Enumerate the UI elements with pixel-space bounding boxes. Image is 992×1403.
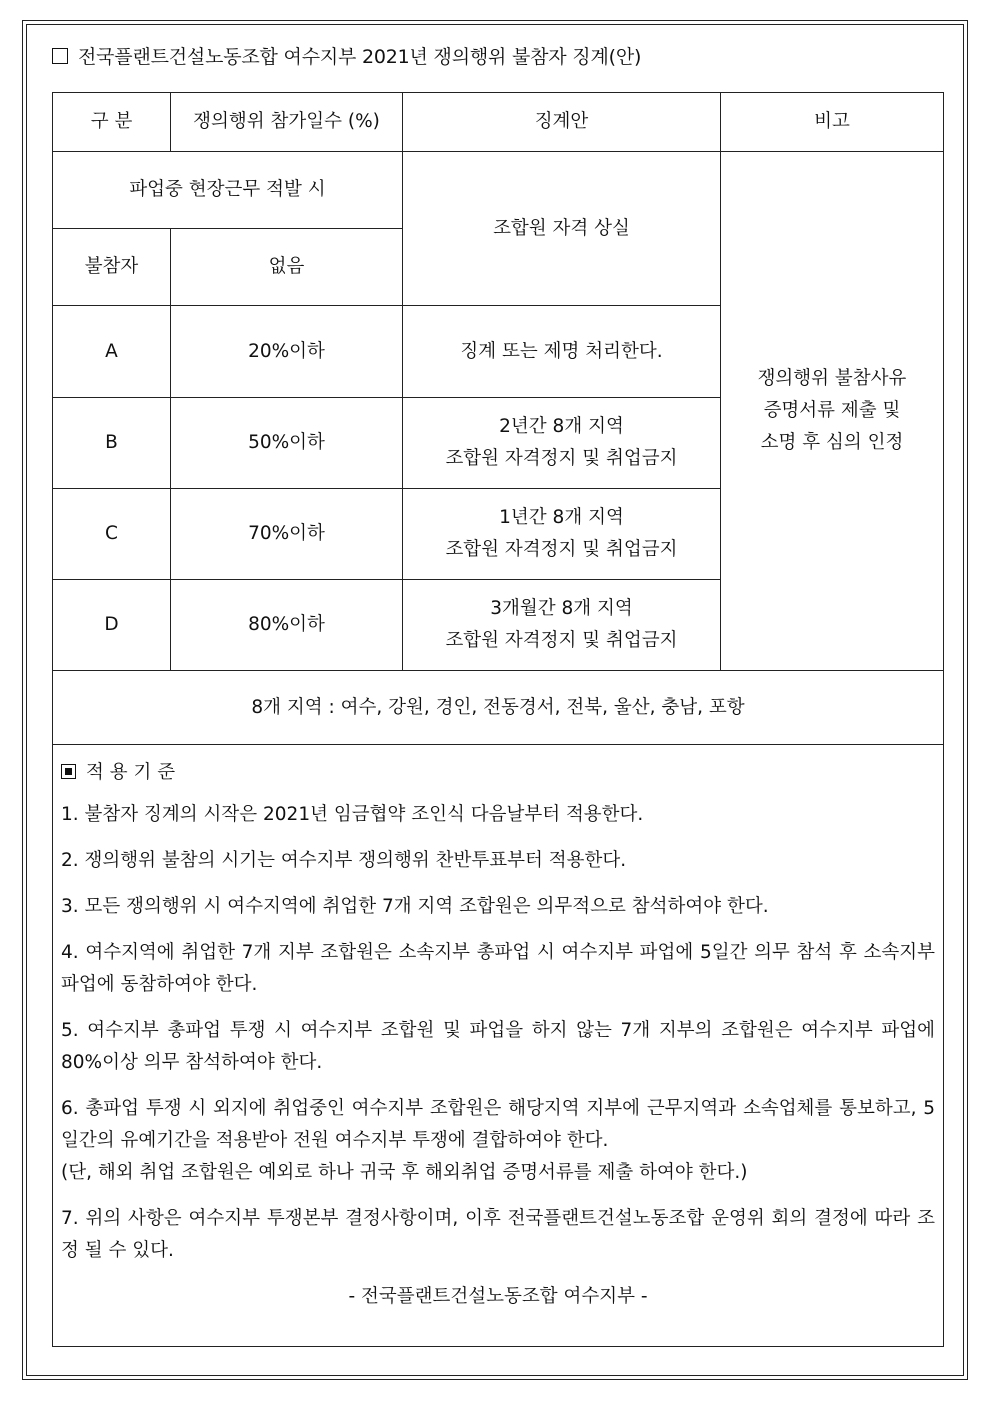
checkbox-square-icon [52,48,68,64]
rate-cell: 20%이하 [171,306,403,398]
rule-item: 4. 여수지역에 취업한 7개 지부 조합원은 소속지부 총파업 시 여수지부 파업에 5일간 의무 참석 후 소속지부 파업에 동참하여야 한다. [61,942,935,995]
penalty-cell [403,306,721,398]
remark-line: 소명 후 심의 인정 [760,432,904,453]
header-remarks: 비고 [721,93,944,152]
rate-cell: 70%이하 [171,489,403,580]
document-title [52,42,641,69]
penalty-line: 2년간 8개 지역 [499,416,624,437]
site-work-caught-cell: 파업중 현장근무 적발 시 [53,152,403,229]
rule-item: 6. 총파업 투쟁 시 외지에 취업중인 여수지부 조합원은 해당지역 지부에 근무지역과 소속업체를 통보하고, 5일간의 유예기간을 적용받아 전원 여수지부 투쟁에 결합하여야 한다. [61,1098,935,1151]
penalty-line: 3개월간 8개 지역 [490,598,633,619]
rule-item: 5. 여수지부 총파업 투쟁 시 여수지부 조합원 및 파업을 하지 않는 7개 지부의 조합원은 여수지부 파업에 80%이상 의무 참석하여야 한다. [61,1020,935,1073]
penalty-cell [403,489,721,580]
rule-item: 7. 위의 사항은 여수지부 투쟁본부 결정사항이며, 이후 전국플랜트건설노동조합 운영위 회의 결정에 따라 조정 될 수 있다. [61,1208,935,1261]
grade-cell: A [53,306,171,398]
signature: - 전국플랜트건설노동조합 여수지부 - [348,1286,648,1307]
remark-line: 증명서류 제출 및 [763,400,901,421]
table-row [53,152,944,229]
penalty-cell [403,580,721,671]
rate-cell: 80%이하 [171,580,403,671]
rule-item: 3. 모든 쟁의행위 시 여수지역에 취업한 7개 지역 조합원은 의무적으로 참석하여야 한다. [61,896,769,917]
rate-cell: 50%이하 [171,398,403,489]
grade-cell: B [53,398,171,489]
discipline-table [52,92,944,1347]
rules-heading-text: 적 용 기 준 [86,762,176,783]
regions-row [53,671,944,745]
regions-cell: 8개 지역 : 여수, 강원, 경인, 전동경서, 전북, 울산, 충남, 포항 [53,671,944,745]
penalty-cell [403,398,721,489]
non-participant-value: 없음 [171,229,403,306]
penalty-line: 조합원 자격정지 및 취업금지 [445,630,678,651]
header-participation-days: 쟁의행위 참가일수 (%) [171,93,403,152]
filled-square-icon [61,764,76,779]
remarks-cell [721,152,944,671]
rule-note: (단, 해외 취업 조합원은 예외로 하나 귀국 후 해외취업 증명서류를 제출 하여야 한다.) [61,1162,748,1183]
header-penalty: 징계안 [403,93,721,152]
penalty-line: 조합원 자격정지 및 취업금지 [445,448,678,469]
penalty-line: 징계 또는 제명 처리한다. [460,340,663,362]
remark-line: 쟁의행위 불참사유 [757,368,907,389]
non-participant-label: 불참자 [53,229,171,306]
rules-heading [61,757,935,789]
grade-cell: C [53,489,171,580]
grade-cell: D [53,580,171,671]
penalty-line: 1년간 8개 지역 [499,507,624,528]
rule-item: 1. 불참자 징계의 시작은 2021년 임금협약 조인식 다음날부터 적용한다. [61,804,644,825]
rule-item: 2. 쟁의행위 불참의 시기는 여수지부 쟁의행위 찬반투표부터 적용한다. [61,850,627,871]
header-category: 구 분 [53,93,171,152]
penalty-line: 조합원 자격정지 및 취업금지 [445,539,678,560]
rules-cell [53,745,944,1347]
table-header-row [53,93,944,152]
loss-of-status-cell: 조합원 자격 상실 [403,152,721,306]
rules-row [53,745,944,1347]
document-title-text: 전국플랜트건설노동조합 여수지부 2021년 쟁의행위 불참자 징계(안) [78,46,642,68]
